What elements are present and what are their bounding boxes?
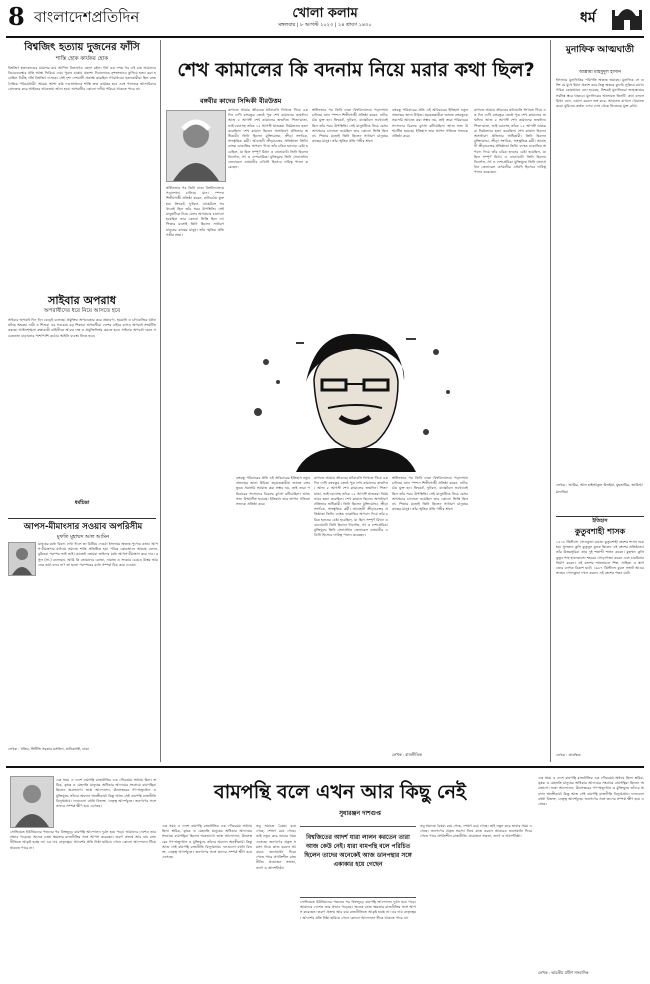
bottom-body-5: সোভিয়েত ইউনিয়নের পতনের পর বিশ্বজুড়ে বামপন্থি আন্দোলন দুর্বল হয়ে পড়ে। আমাদের দেশেও তার প্রভাব পড়েছে। অনেক নেতা ক্ষমতার রাজনীতির সঙ্গে আপস করেছেন। তরুণ প্রজন্ম আর বাম রাজনীতিতে আকৃষ্ট হচ্ছে না। এর দায় নেতৃত্বের। আদর্শের প্রতি নিষ্ঠা হারিয়ে গেলে কোনো আন্দোলন টিকে থাকতে পারে না। xyxy=(300,900,416,920)
right-article-top xyxy=(556,42,644,502)
bottom-body-6: তবু সমাজে বৈষম্য রয়ে গেছে, শোষণ রয়ে গেছে। তাই নতুন করে ভাবার সময় এসেছে। জনগণের প্রকৃত সমস্যা নিয়ে কাজ করলে আবারও জনসমর্থন ফিরে পেতে পারে প্রগতিশীল রাজনীতি। প্রয়োজন সততা, ত্যাগ ও আদর্শনিষ্ঠা। xyxy=(420,824,532,839)
page-number: 8 xyxy=(8,2,25,31)
main-body-left-lower: স্বাধীনতার পর তিনি ঢাকা বিশ্ববিদ্যালয়ে পড়াশোনা চালিয়ে যান। স্পন্দন শিল্পীগোষ্ঠী প্রতিষ্ঠা করেন, নাট্যচর্চায় যুক্ত হন। ক্রিকেট, ফুটবল, বাস্কেটবল সবখানেই ছিল তাঁর সরব উপস্থিতি। সেই মানুষটিকে নিয়ে যেসব অপপ্রচার চালানো হয়েছিল তার কোনো ভিত্তি ছিল না। পিতার মতোই তিনি ছিলেন সাধারণ মানুষের কাছের মানুষ। তাঁর স্মৃতির প্রতি গভীর শ্রদ্ধা। xyxy=(166,186,224,237)
author-photo-bottom xyxy=(10,776,54,828)
right-col-rule xyxy=(550,40,551,762)
left-col-rule xyxy=(160,40,161,762)
main-credit: লেখক : রাজনীতিক xyxy=(392,752,422,757)
section-right: ধর্ম xyxy=(580,10,596,26)
masthead xyxy=(0,0,650,40)
bottom-credit: লেখক : ভারতীয় প্রবীণ সাংবাদিক xyxy=(538,970,589,975)
main-headline: শেখ কামালের কি বদনাম নিয়ে মরার কথা ছিল? xyxy=(177,59,535,81)
pull-quote xyxy=(300,826,416,898)
religion-headline: আপস-মীমাংসার সওয়াব অপরিসীম xyxy=(23,522,143,532)
bottom-body-7: এক সময় এ দেশে বামপন্থি রাজনীতির এক গৌরবময় অধ্যায় ছিল। শ্রমিক, কৃষক ও মেহনতি মানুষের অধিকার আদায়ের সংগ্রামে বামপন্থিরা ছিলেন অগ্রভাগে। ভাষা আন্দোলন, ঊনসত্তরের গণ-অভ্যুত্থান ও মুক্তিযুদ্ধে তাঁদের অবদান অনস্বীকার্য। কিন্তু আজ সেই বামপন্থি রাজনীতি বিলুপ্তপ্রায়। দলগুলো বহুধা বিভক্ত, নেতৃত্ব আদর্শচ্যুত। জনগণের সঙ্গে তাদের সম্পর্ক ক্ষীণ হয়ে এসেছে। xyxy=(538,776,644,807)
editorial-mid-body: সাইবার অপরাধ দিন দিন বেড়েই চলেছে। প্রযুক্তির অপব্যবহার করে প্রতারণা, হয়রানি ও চাঁদাবাজির ঘটনা ঘটছে অহরহ। নারী ও শিশুরা এর সবচেয়ে বড় শিকার। অপরাধীরা দেশের বাইরে বসেও অপরাধ সংঘটিত করছে। আইনশৃঙ্খলা রক্ষাকারী বাহিনীকে আরও দক্ষ ও প্রযুক্তিনির্ভর করতে হবে। সাইবার অপরাধ দমনে সচেতনতা বাড়ানোর পাশাপাশি কঠোর আইনি ব্যবস্থা নিতে হবে। xyxy=(8,318,156,338)
bottom-body-4: তবু সমাজে বৈষম্য রয়ে গেছে, শোষণ রয়ে গেছে। তাই নতুন করে ভাবার সময় এসেছে। জনগণের প্রকৃত সমস্যা নিয়ে কাজ করলে আবারও জনসমর্থন ফিরে পেতে পারে প্রগতিশীল রাজনীতি। প্রয়োজন সততা, ত্যাগ ও আদর্শনিষ্ঠা। xyxy=(256,824,296,870)
editorial-mid xyxy=(8,292,156,512)
editorial-mid-subhead: অপরাধীদের ধরে নিয়ে আসতে হবে xyxy=(43,308,121,314)
main-byline: বঙ্গবীর কাদের সিদ্দিকী বীরউত্তম xyxy=(200,97,282,105)
author-photo xyxy=(8,542,36,576)
history-label: ইতিহাস xyxy=(592,518,608,524)
bottom-body-3: এক সময় এ দেশে বামপন্থি রাজনীতির এক গৌরবময় অধ্যায় ছিল। শ্রমিক, কৃষক ও মেহনতি মানুষের অধিকার আদায়ের সংগ্রামে বামপন্থিরা ছিলেন অগ্রভাগে। ভাষা আন্দোলন, ঊনসত্তরের গণ-অভ্যুত্থান ও মুক্তিযুদ্ধে তাঁদের অবদান অনস্বীকার্য। কিন্তু আজ সেই বামপন্থি রাজনীতি বিলুপ্তপ্রায়। দলগুলো বহুধা বিভক্ত, নেতৃত্ব আদর্শচ্যুত। জনগণের সঙ্গে তাদের সম্পর্ক ক্ষীণ হয়ে এসেছে। xyxy=(162,824,252,860)
editorial-mid-headline: সাইবার অপরাধ xyxy=(48,294,116,307)
right-top-byline: আল্লামা মাহমুদুল হাসান xyxy=(578,70,622,75)
right-top-body: ইসলামে মুনাফিকির পরিণতি অত্যন্ত ভয়াবহ। মুনাফিক সে ব্যক্তি যে মুখে ইমান প্রকাশ করে কিন্তু অন্তরে কুফরি লুকিয়ে রাখে। পবিত্র কোরআনে বলা হয়েছে, নিশ্চয়ই মুনাফিকরা জাহান্নামের সর্বনিম্ন স্তরে থাকবে। মুনাফিকের আলামত তিনটি: কথা বললে মিথ্যা বলে, ওয়াদা করলে ভঙ্গ করে, আমানত রাখলে খেয়ানত করে। মুমিনের কর্তব্য এসব দোষ থেকে নিজেকে মুক্ত রাখা। xyxy=(556,78,644,109)
pull-quote-text: বিশ্বজিতের আদর্শ যারা লালন করতেন তারা আজ কেউ নেই। যারা বামপন্থি বলে পরিচিত ছিলেন তাদের অনেকেই আজ ডানপন্থার সঙ্গে একাকার হয়ে গেছেন xyxy=(304,834,412,868)
left-divider xyxy=(8,518,156,519)
right-top-headline: মুনাফিক আত্মঘাতী xyxy=(565,45,635,55)
main-body-4: বঙ্গবন্ধু পরিবারের প্রতি এই অবিচারের ইতিহাস নতুন প্রজন্মের জানা উচিত। ষড়যন্ত্রকারীরা জানত বঙ্গবন্ধুকে সরাসরি আঘাত করা সম্ভব নয়, তাই তারা পরিবারের সদস্যদের বিরুদ্ধে কুৎসা রটিয়েছিল। আজ সত্য উদ্ঘাটিত হয়েছে। ইতিহাস তার আপন গতিতে সত্যকে প্রতিষ্ঠা করে। xyxy=(236,476,310,507)
editorial-top xyxy=(8,40,156,286)
bottom-byline: সুধারঞ্জন দাশগুপ্ত xyxy=(339,810,381,817)
right-bottom-headline: কুতুবশাহী শাসক xyxy=(574,527,626,536)
bottom-body-2: সোভিয়েত ইউনিয়নের পতনের পর বিশ্বজুড়ে বামপন্থি আন্দোলন দুর্বল হয়ে পড়ে। আমাদের দেশেও তার প্রভাব পড়েছে। অনেক নেতা ক্ষমতার রাজনীতির সঙ্গে আপস করেছেন। তরুণ প্রজন্ম আর বাম রাজনীতিতে আকৃষ্ট হচ্ছে না। এর দায় নেতৃত্বের। আদর্শের প্রতি নিষ্ঠা হারিয়ে গেলে কোনো আন্দোলন টিকে থাকতে পারে না। xyxy=(10,830,156,850)
dateline: মঙ্গলবার | ৮ আগস্ট ২০২৩ | ২৪ শ্রাবণ ১৪৩০ xyxy=(278,22,372,28)
right-bottom-credit: লেখক : প্রাবন্ধিক xyxy=(556,753,581,757)
paper-name: বাংলাদেশপ্রতিদিন xyxy=(34,8,140,26)
right-top-credit: লেখক : আমির, আল হাইআতুল উলইয়া, মুহতামিম, জামিআ মাদানিয়া xyxy=(556,483,643,494)
bottom-headline: বামপন্থি বলে এখন আর কিছু নেই xyxy=(214,781,466,803)
editorial-mid-footer: ধর্মচিন্তা xyxy=(74,500,90,506)
main-body-6: স্বাধীনতার পর তিনি ঢাকা বিশ্ববিদ্যালয়ে পড়াশোনা চালিয়ে যান। স্পন্দন শিল্পীগোষ্ঠী প্রতিষ্ঠা করেন, নাট্যচর্চায় যুক্ত হন। ক্রিকেট, ফুটবল, বাস্কেটবল সবখানেই ছিল তাঁর সরব উপস্থিতি। সেই মানুষটিকে নিয়ে যেসব অপপ্রচার চালানো হয়েছিল তার কোনো ভিত্তি ছিল না। পিতার মতোই তিনি ছিলেন সাধারণ মানুষের কাছের মানুষ। তাঁর স্মৃতির প্রতি গভীর শ্রদ্ধা। xyxy=(392,476,468,512)
bottom-body-1: এক সময় এ দেশে বামপন্থি রাজনীতির এক গৌরবময় অধ্যায় ছিল। শ্রমিক, কৃষক ও মেহনতি মানুষের অধিকার আদায়ের সংগ্রামে বামপন্থিরা ছিলেন অগ্রভাগে। ভাষা আন্দোলন, ঊনসত্তরের গণ-অভ্যুত্থান ও মুক্তিযুদ্ধে তাঁদের অবদান অনস্বীকার্য। কিন্তু আজ সেই বামপন্থি রাজনীতি বিলুপ্তপ্রায়। দলগুলো বহুধা বিভক্ত, নেতৃত্ব আদর্শচ্যুত। জনগণের সঙ্গে তাদের সম্পর্ক ক্ষীণ হয়ে এসেছে। xyxy=(56,778,156,809)
history-rule xyxy=(556,516,644,517)
religion-body: মানুষের মধ্যে বিবাদ দেখা দিলে তা মিটিয়ে দেওয়া ইসলামে অত্যন্ত পুণ্যের কাজ। আপস-মীমাংসার মাধ্যমে সমাজে শান্তি প্রতিষ্ঠিত হয়। পবিত্র কোরআনে আল্লাহ বলেন, মুমিনরা পরস্পর ভাই ভাই। কাজেই তোমরা ভাইদের মধ্যে আপস-মীমাংসা করে দাও। রসুল (সা.) বলেছেন, আমি কি তোমাদের রোজা, নামাজ ও সদকার চেয়েও উত্তম আমলের কথা বলব না? তা হলো পরস্পরের মধ্যে সম্পর্ক ঠিক করে দেওয়া। xyxy=(38,542,158,567)
bottom-story-rule xyxy=(6,766,644,768)
editorial-top-body: বিশ্বজিৎ হত্যাকাণ্ডের মামলার রায় আপিল বিভাগেও বহাল রইল। দীর্ঘ এক দশক পর এই রায় আমাদের বিচারব্যবস্থার প্রতি আস্থা ফিরিয়ে দেয়। পুরান ঢাকায় প্রকাশ্য দিবালোকে নৃশংসভাবে কুপিয়ে হত্যা করা হয়েছিল নিরীহ দর্জি বিশ্বজিৎ দাসকে। সেই দৃশ্য দেশবাসী প্রত্যক্ষ করেছিল গণমাধ্যমে। হত্যাকারীরা ছিল রাজনৈতিক পরিচয়ধারী। আমরা আশা করি দণ্ডপ্রাপ্তদের শাস্তি দ্রুত কার্যকর হবে এবং পলাতক আসামিদের গ্রেফতার করে আইনের আওতায় আনা হবে। অপরাধীর কোনো দলীয় পরিচয় থাকতে পারে না। xyxy=(8,66,156,91)
mosque-icon xyxy=(612,2,642,32)
right-bottom-body: ১৫১৮ খ্রিস্টাব্দে গোলকুন্ডা রাজ্যে কুতুবশাহী বংশের শাসন শুরু হয়। সুলতান কুলি কুতুবুল মুলক ছিলেন এই বংশের প্রতিষ্ঠাতা। তাঁর উত্তরসূরিরা প্রায় দুই শতাব্দী শাসন করেন। মুহাম্মদ কুলি কুতুব শাহ হায়দরাবাদ শহরের গোড়াপত্তন করেন এবং চারমিনার নির্মাণ করেন। এই বংশের শাসনামলে শিল্প, সাহিত্য ও স্থাপত্যের ব্যাপক বিকাশ ঘটে। ১৬৮৭ খ্রিস্টাব্দে মুঘল সম্রাট আওরঙ্গজেব গোলকুন্ডা দখল করলে এই বংশের পতন ঘটে। xyxy=(556,540,644,576)
religion-article xyxy=(8,520,158,760)
main-body-3: কাগজে আমার জীবনের ঘটনাবলি লিখতে গিয়ে এক দিন দেখি বঙ্গবন্ধুর জ্যেষ্ঠ পুত্র শেখ কামালের জন্মদিন। আজ ৫ আগস্ট শেখ কামালের জন্মদিন। পিতা-মাতা, ভাই-বোনসহ তাঁকে ১৫ আগস্ট ঘাতকরা নির্মমভাবে হত্যা করেছিল। শেখ কামাল ছিলেন অসাধারণ প্রতিভার অধিকারী। তিনি ছিলেন মুক্তিযোদ্ধা, ক্রীড়া সংগঠক, সাংস্কৃতিক কর্মী। আবাহনী ক্রীড়াচক্রের প্রতিষ্ঠাতা তিনি। ব্যাংক ডাকাতির অপবাদ দিয়ে তাঁর চরিত্র হননের চেষ্টা হয়েছিল, যা ছিল সম্পূর্ণ মিথ্যা ও বানোয়াট। তিনি ছিলেন নির্লোভ, সৎ ও দেশপ্রেমিক। মুক্তিযুদ্ধে তিনি সেনাপ্রধান জেনারেল ওসমানীর এডিসি হিসেবে দায়িত্ব পালন করেছেন। xyxy=(474,108,546,175)
main-body-1b: স্বাধীনতার পর তিনি ঢাকা বিশ্ববিদ্যালয়ে পড়াশোনা চালিয়ে যান। স্পন্দন শিল্পীগোষ্ঠী প্রতিষ্ঠা করেন, নাট্যচর্চায় যুক্ত হন। ক্রিকেট, ফুটবল, বাস্কেটবল সবখানেই ছিল তাঁর সরব উপস্থিতি। সেই মানুষটিকে নিয়ে যেসব অপপ্রচার চালানো হয়েছিল তার কোনো ভিত্তি ছিল না। পিতার মতোই তিনি ছিলেন সাধারণ মানুষের কাছের মানুষ। তাঁর স্মৃতির প্রতি গভীর শ্রদ্ধা। xyxy=(312,108,388,144)
right-article-bottom xyxy=(556,526,644,762)
masthead-rule xyxy=(6,36,644,38)
editorial-top-headline: বিশ্বজিৎ হত্যায় দুজনের ফাঁসি xyxy=(24,42,140,53)
main-body-1: কাগজে আমার জীবনের ঘটনাবলি লিখতে গিয়ে এক দিন দেখি বঙ্গবন্ধুর জ্যেষ্ঠ পুত্র শেখ কামালের জন্মদিন। আজ ৫ আগস্ট শেখ কামালের জন্মদিন। পিতা-মাতা, ভাই-বোনসহ তাঁকে ১৫ আগস্ট ঘাতকরা নির্মমভাবে হত্যা করেছিল। শেখ কামাল ছিলেন অসাধারণ প্রতিভার অধিকারী। তিনি ছিলেন মুক্তিযোদ্ধা, ক্রীড়া সংগঠক, সাংস্কৃতিক কর্মী। আবাহনী ক্রীড়াচক্রের প্রতিষ্ঠাতা তিনি। ব্যাংক ডাকাতির অপবাদ দিয়ে তাঁর চরিত্র হননের চেষ্টা হয়েছিল, যা ছিল সম্পূর্ণ মিথ্যা ও বানোয়াট। তিনি ছিলেন নির্লোভ, সৎ ও দেশপ্রেমিক। মুক্তিযুদ্ধে তিনি সেনাপ্রধান জেনারেল ওসমানীর এডিসি হিসেবে দায়িত্ব পালন করেছেন। xyxy=(228,108,308,170)
main-body-5: কাগজে আমার জীবনের ঘটনাবলি লিখতে গিয়ে এক দিন দেখি বঙ্গবন্ধুর জ্যেষ্ঠ পুত্র শেখ কামালের জন্মদিন। আজ ৫ আগস্ট শেখ কামালের জন্মদিন। পিতা-মাতা, ভাই-বোনসহ তাঁকে ১৫ আগস্ট ঘাতকরা নির্মমভাবে হত্যা করেছিল। শেখ কামাল ছিলেন অসাধারণ প্রতিভার অধিকারী। তিনি ছিলেন মুক্তিযোদ্ধা, ক্রীড়া সংগঠক, সাংস্কৃতিক কর্মী। আবাহনী ক্রীড়াচক্রের প্রতিষ্ঠাতা তিনি। ব্যাংক ডাকাতির অপবাদ দিয়ে তাঁর চরিত্র হননের চেষ্টা হয়েছিল, যা ছিল সম্পূর্ণ মিথ্যা ও বানোয়াট। তিনি ছিলেন নির্লোভ, সৎ ও দেশপ্রেমিক। মুক্তিযুদ্ধে তিনি সেনাপ্রধান জেনারেল ওসমানীর এডিসি হিসেবে দায়িত্ব পালন করেছেন। xyxy=(314,476,388,538)
religion-byline: মুফতি মুহাম্মদ আল আমিন xyxy=(56,534,110,540)
main-body-2: বঙ্গবন্ধু পরিবারের প্রতি এই অবিচারের ইতিহাস নতুন প্রজন্মের জানা উচিত। ষড়যন্ত্রকারীরা জানত বঙ্গবন্ধুকে সরাসরি আঘাত করা সম্ভব নয়, তাই তারা পরিবারের সদস্যদের বিরুদ্ধে কুৎসা রটিয়েছিল। আজ সত্য উদ্ঘাটিত হয়েছে। ইতিহাস তার আপন গতিতে সত্যকে প্রতিষ্ঠা করে। xyxy=(392,108,468,139)
editorial-top-subhead: শাস্তি হোক কার্যকর হোক xyxy=(55,56,109,62)
portrait-illustration xyxy=(236,322,468,472)
religion-credit: লেখক : খতিব, সিটিভি সরকার মসজিদ, মানিকগঞ্জ, ঢাকা xyxy=(8,747,89,751)
section-center: খোলা কলাম xyxy=(292,6,358,21)
author-photo-main xyxy=(166,110,226,182)
